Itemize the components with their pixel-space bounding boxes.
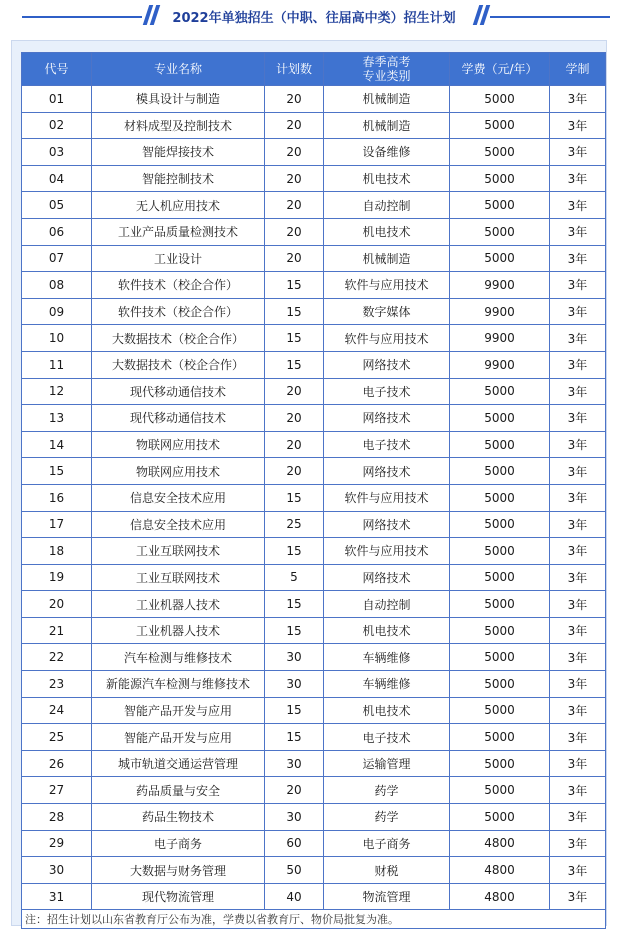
cell-major: 工业互联网技术 [92, 538, 265, 565]
cell-major: 智能焊接技术 [92, 139, 265, 166]
cell-fee: 5000 [450, 86, 550, 113]
cell-code: 25 [22, 724, 92, 751]
cell-category: 机电技术 [324, 697, 450, 724]
table-row [22, 325, 606, 352]
table-note: 注：招生计划以山东省教育厅公布为准，学费以省教育厅、物价局批复为准。 [22, 910, 606, 929]
table-row [22, 192, 606, 219]
cell-major: 大数据与财务管理 [92, 857, 265, 884]
cell-duration: 3年 [550, 245, 606, 272]
cell-code: 21 [22, 617, 92, 644]
cell-category: 自动控制 [324, 591, 450, 618]
cell-fee: 5000 [450, 192, 550, 219]
header-fee: 学费（元/年） [450, 53, 550, 86]
cell-plan: 20 [265, 165, 324, 192]
cell-major: 智能产品开发与应用 [92, 697, 265, 724]
table-row [22, 405, 606, 432]
table-row [22, 777, 606, 804]
cell-plan: 20 [265, 218, 324, 245]
cell-category: 机电技术 [324, 617, 450, 644]
cell-code: 20 [22, 591, 92, 618]
cell-major: 电子商务 [92, 830, 265, 857]
cell-major: 工业互联网技术 [92, 564, 265, 591]
table-row [22, 804, 606, 831]
cell-major: 大数据技术（校企合作） [92, 351, 265, 378]
header-code: 代号 [22, 53, 92, 86]
table-row [22, 750, 606, 777]
cell-category: 网络技术 [324, 564, 450, 591]
cell-major: 现代移动通信技术 [92, 378, 265, 405]
table-row [22, 218, 606, 245]
cell-duration: 3年 [550, 272, 606, 299]
cell-code: 01 [22, 86, 92, 113]
table-row [22, 617, 606, 644]
cell-major: 材料成型及控制技术 [92, 112, 265, 139]
header-plan: 计划数 [265, 53, 324, 86]
cell-code: 11 [22, 351, 92, 378]
cell-duration: 3年 [550, 617, 606, 644]
cell-fee: 9900 [450, 272, 550, 299]
cell-duration: 3年 [550, 378, 606, 405]
cell-fee: 5000 [450, 511, 550, 538]
cell-major: 药品质量与安全 [92, 777, 265, 804]
table-row [22, 139, 606, 166]
cell-code: 06 [22, 218, 92, 245]
cell-fee: 5000 [450, 538, 550, 565]
cell-category: 电子技术 [324, 378, 450, 405]
cell-duration: 3年 [550, 697, 606, 724]
cell-duration: 3年 [550, 644, 606, 671]
cell-fee: 5000 [450, 724, 550, 751]
cell-major: 汽车检测与维修技术 [92, 644, 265, 671]
cell-major: 现代物流管理 [92, 883, 265, 910]
cell-code: 31 [22, 883, 92, 910]
table-row [22, 272, 606, 299]
table-row [22, 245, 606, 272]
cell-fee: 5000 [450, 671, 550, 698]
cell-duration: 3年 [550, 857, 606, 884]
table-row [22, 484, 606, 511]
cell-major: 模具设计与制造 [92, 86, 265, 113]
cell-category: 电子技术 [324, 431, 450, 458]
cell-code: 29 [22, 830, 92, 857]
cell-category: 自动控制 [324, 192, 450, 219]
table-row [22, 883, 606, 910]
cell-fee: 5000 [450, 458, 550, 485]
cell-code: 02 [22, 112, 92, 139]
cell-category: 药学 [324, 804, 450, 831]
cell-duration: 3年 [550, 218, 606, 245]
cell-category: 机械制造 [324, 112, 450, 139]
cell-category: 财税 [324, 857, 450, 884]
cell-code: 19 [22, 564, 92, 591]
cell-major: 无人机应用技术 [92, 192, 265, 219]
cell-major: 工业机器人技术 [92, 591, 265, 618]
cell-duration: 3年 [550, 511, 606, 538]
cell-major: 软件技术（校企合作） [92, 298, 265, 325]
cell-duration: 3年 [550, 724, 606, 751]
cell-code: 27 [22, 777, 92, 804]
cell-duration: 3年 [550, 351, 606, 378]
cell-code: 13 [22, 405, 92, 432]
cell-code: 18 [22, 538, 92, 565]
cell-duration: 3年 [550, 325, 606, 352]
cell-major: 城市轨道交通运营管理 [92, 750, 265, 777]
table-row [22, 298, 606, 325]
cell-plan: 20 [265, 112, 324, 139]
cell-code: 16 [22, 484, 92, 511]
cell-category: 软件与应用技术 [324, 484, 450, 511]
cell-plan: 30 [265, 644, 324, 671]
header-category [324, 53, 450, 86]
cell-category: 软件与应用技术 [324, 272, 450, 299]
cell-code: 05 [22, 192, 92, 219]
cell-major: 智能产品开发与应用 [92, 724, 265, 751]
cell-fee: 5000 [450, 804, 550, 831]
header-major: 专业名称 [92, 53, 265, 86]
cell-category: 网络技术 [324, 405, 450, 432]
page-title: 2022年单独招生（中职、往届高中类）招生计划 [172, 11, 456, 26]
cell-plan: 15 [265, 591, 324, 618]
cell-code: 07 [22, 245, 92, 272]
cell-fee: 5000 [450, 591, 550, 618]
cell-fee: 9900 [450, 298, 550, 325]
table-note-row [22, 910, 606, 929]
cell-category: 软件与应用技术 [324, 538, 450, 565]
cell-major: 工业设计 [92, 245, 265, 272]
cell-code: 04 [22, 165, 92, 192]
cell-duration: 3年 [550, 458, 606, 485]
cell-code: 03 [22, 139, 92, 166]
cell-plan: 30 [265, 671, 324, 698]
cell-fee: 5000 [450, 750, 550, 777]
cell-duration: 3年 [550, 591, 606, 618]
cell-category: 设备维修 [324, 139, 450, 166]
title-divider-right [490, 16, 610, 18]
cell-code: 30 [22, 857, 92, 884]
cell-plan: 50 [265, 857, 324, 884]
table-row [22, 378, 606, 405]
header-category-line2: 专业类别 [362, 69, 411, 83]
cell-major: 智能控制技术 [92, 165, 265, 192]
cell-plan: 15 [265, 697, 324, 724]
table-row [22, 591, 606, 618]
cell-code: 10 [22, 325, 92, 352]
cell-duration: 3年 [550, 564, 606, 591]
cell-duration: 3年 [550, 86, 606, 113]
cell-major: 大数据技术（校企合作） [92, 325, 265, 352]
cell-plan: 20 [265, 378, 324, 405]
cell-code: 26 [22, 750, 92, 777]
table-row [22, 724, 606, 751]
table-row [22, 697, 606, 724]
cell-fee: 5000 [450, 139, 550, 166]
cell-plan: 5 [265, 564, 324, 591]
cell-duration: 3年 [550, 431, 606, 458]
cell-fee: 5000 [450, 378, 550, 405]
table-row [22, 857, 606, 884]
cell-category: 数字媒体 [324, 298, 450, 325]
admission-plan-table [21, 52, 606, 929]
table-header-row [22, 53, 606, 86]
cell-plan: 40 [265, 883, 324, 910]
cell-fee: 5000 [450, 165, 550, 192]
cell-category: 运输管理 [324, 750, 450, 777]
cell-category: 机电技术 [324, 165, 450, 192]
table-row [22, 671, 606, 698]
cell-duration: 3年 [550, 671, 606, 698]
cell-fee: 4800 [450, 830, 550, 857]
cell-duration: 3年 [550, 192, 606, 219]
cell-plan: 20 [265, 139, 324, 166]
cell-fee: 5000 [450, 777, 550, 804]
cell-duration: 3年 [550, 298, 606, 325]
cell-fee: 4800 [450, 883, 550, 910]
cell-plan: 15 [265, 272, 324, 299]
cell-category: 电子商务 [324, 830, 450, 857]
cell-duration: 3年 [550, 165, 606, 192]
cell-fee: 5000 [450, 697, 550, 724]
cell-plan: 15 [265, 484, 324, 511]
cell-fee: 5000 [450, 564, 550, 591]
header-duration: 学制 [550, 53, 606, 86]
table-row [22, 165, 606, 192]
table-row [22, 351, 606, 378]
cell-major: 工业机器人技术 [92, 617, 265, 644]
cell-duration: 3年 [550, 538, 606, 565]
cell-category: 网络技术 [324, 511, 450, 538]
table-body [22, 86, 606, 929]
cell-plan: 15 [265, 325, 324, 352]
cell-category: 电子技术 [324, 724, 450, 751]
cell-code: 23 [22, 671, 92, 698]
cell-duration: 3年 [550, 777, 606, 804]
cell-duration: 3年 [550, 112, 606, 139]
cell-major: 药品生物技术 [92, 804, 265, 831]
cell-plan: 60 [265, 830, 324, 857]
cell-major: 物联网应用技术 [92, 458, 265, 485]
cell-plan: 15 [265, 298, 324, 325]
cell-code: 17 [22, 511, 92, 538]
cell-plan: 15 [265, 538, 324, 565]
cell-plan: 30 [265, 804, 324, 831]
table-row [22, 112, 606, 139]
cell-category: 药学 [324, 777, 450, 804]
cell-plan: 20 [265, 431, 324, 458]
cell-fee: 9900 [450, 351, 550, 378]
cell-fee: 5000 [450, 431, 550, 458]
table-row [22, 86, 606, 113]
cell-plan: 15 [265, 724, 324, 751]
cell-fee: 5000 [450, 405, 550, 432]
cell-duration: 3年 [550, 830, 606, 857]
cell-category: 机械制造 [324, 245, 450, 272]
cell-plan: 20 [265, 245, 324, 272]
cell-code: 28 [22, 804, 92, 831]
cell-fee: 5000 [450, 484, 550, 511]
cell-duration: 3年 [550, 883, 606, 910]
table-row [22, 431, 606, 458]
cell-major: 信息安全技术应用 [92, 484, 265, 511]
table-row [22, 458, 606, 485]
cell-category: 车辆维修 [324, 671, 450, 698]
title-bar [0, 0, 619, 34]
cell-major: 信息安全技术应用 [92, 511, 265, 538]
cell-code: 08 [22, 272, 92, 299]
cell-plan: 15 [265, 351, 324, 378]
title-divider-left [22, 16, 142, 18]
cell-duration: 3年 [550, 804, 606, 831]
cell-code: 24 [22, 697, 92, 724]
cell-major: 工业产品质量检测技术 [92, 218, 265, 245]
cell-major: 现代移动通信技术 [92, 405, 265, 432]
cell-fee: 9900 [450, 325, 550, 352]
cell-fee: 5000 [450, 644, 550, 671]
table-row [22, 644, 606, 671]
cell-duration: 3年 [550, 750, 606, 777]
cell-fee: 4800 [450, 857, 550, 884]
cell-plan: 15 [265, 617, 324, 644]
cell-category: 机电技术 [324, 218, 450, 245]
table-row [22, 511, 606, 538]
cell-plan: 30 [265, 750, 324, 777]
cell-code: 09 [22, 298, 92, 325]
cell-category: 网络技术 [324, 351, 450, 378]
cell-major: 物联网应用技术 [92, 431, 265, 458]
cell-plan: 20 [265, 405, 324, 432]
cell-plan: 20 [265, 192, 324, 219]
cell-category: 网络技术 [324, 458, 450, 485]
cell-code: 14 [22, 431, 92, 458]
header-category-line1: 春季高考 [362, 55, 411, 69]
cell-code: 22 [22, 644, 92, 671]
cell-plan: 25 [265, 511, 324, 538]
cell-major: 新能源汽车检测与维修技术 [92, 671, 265, 698]
cell-major: 软件技术（校企合作） [92, 272, 265, 299]
cell-plan: 20 [265, 777, 324, 804]
cell-duration: 3年 [550, 405, 606, 432]
cell-duration: 3年 [550, 484, 606, 511]
cell-fee: 5000 [450, 245, 550, 272]
cell-category: 机械制造 [324, 86, 450, 113]
cell-plan: 20 [265, 458, 324, 485]
table-row [22, 830, 606, 857]
cell-code: 15 [22, 458, 92, 485]
cell-fee: 5000 [450, 112, 550, 139]
cell-fee: 5000 [450, 617, 550, 644]
cell-duration: 3年 [550, 139, 606, 166]
cell-fee: 5000 [450, 218, 550, 245]
cell-category: 车辆维修 [324, 644, 450, 671]
table-row [22, 564, 606, 591]
cell-category: 物流管理 [324, 883, 450, 910]
cell-code: 12 [22, 378, 92, 405]
table-row [22, 538, 606, 565]
cell-plan: 20 [265, 86, 324, 113]
cell-category: 软件与应用技术 [324, 325, 450, 352]
